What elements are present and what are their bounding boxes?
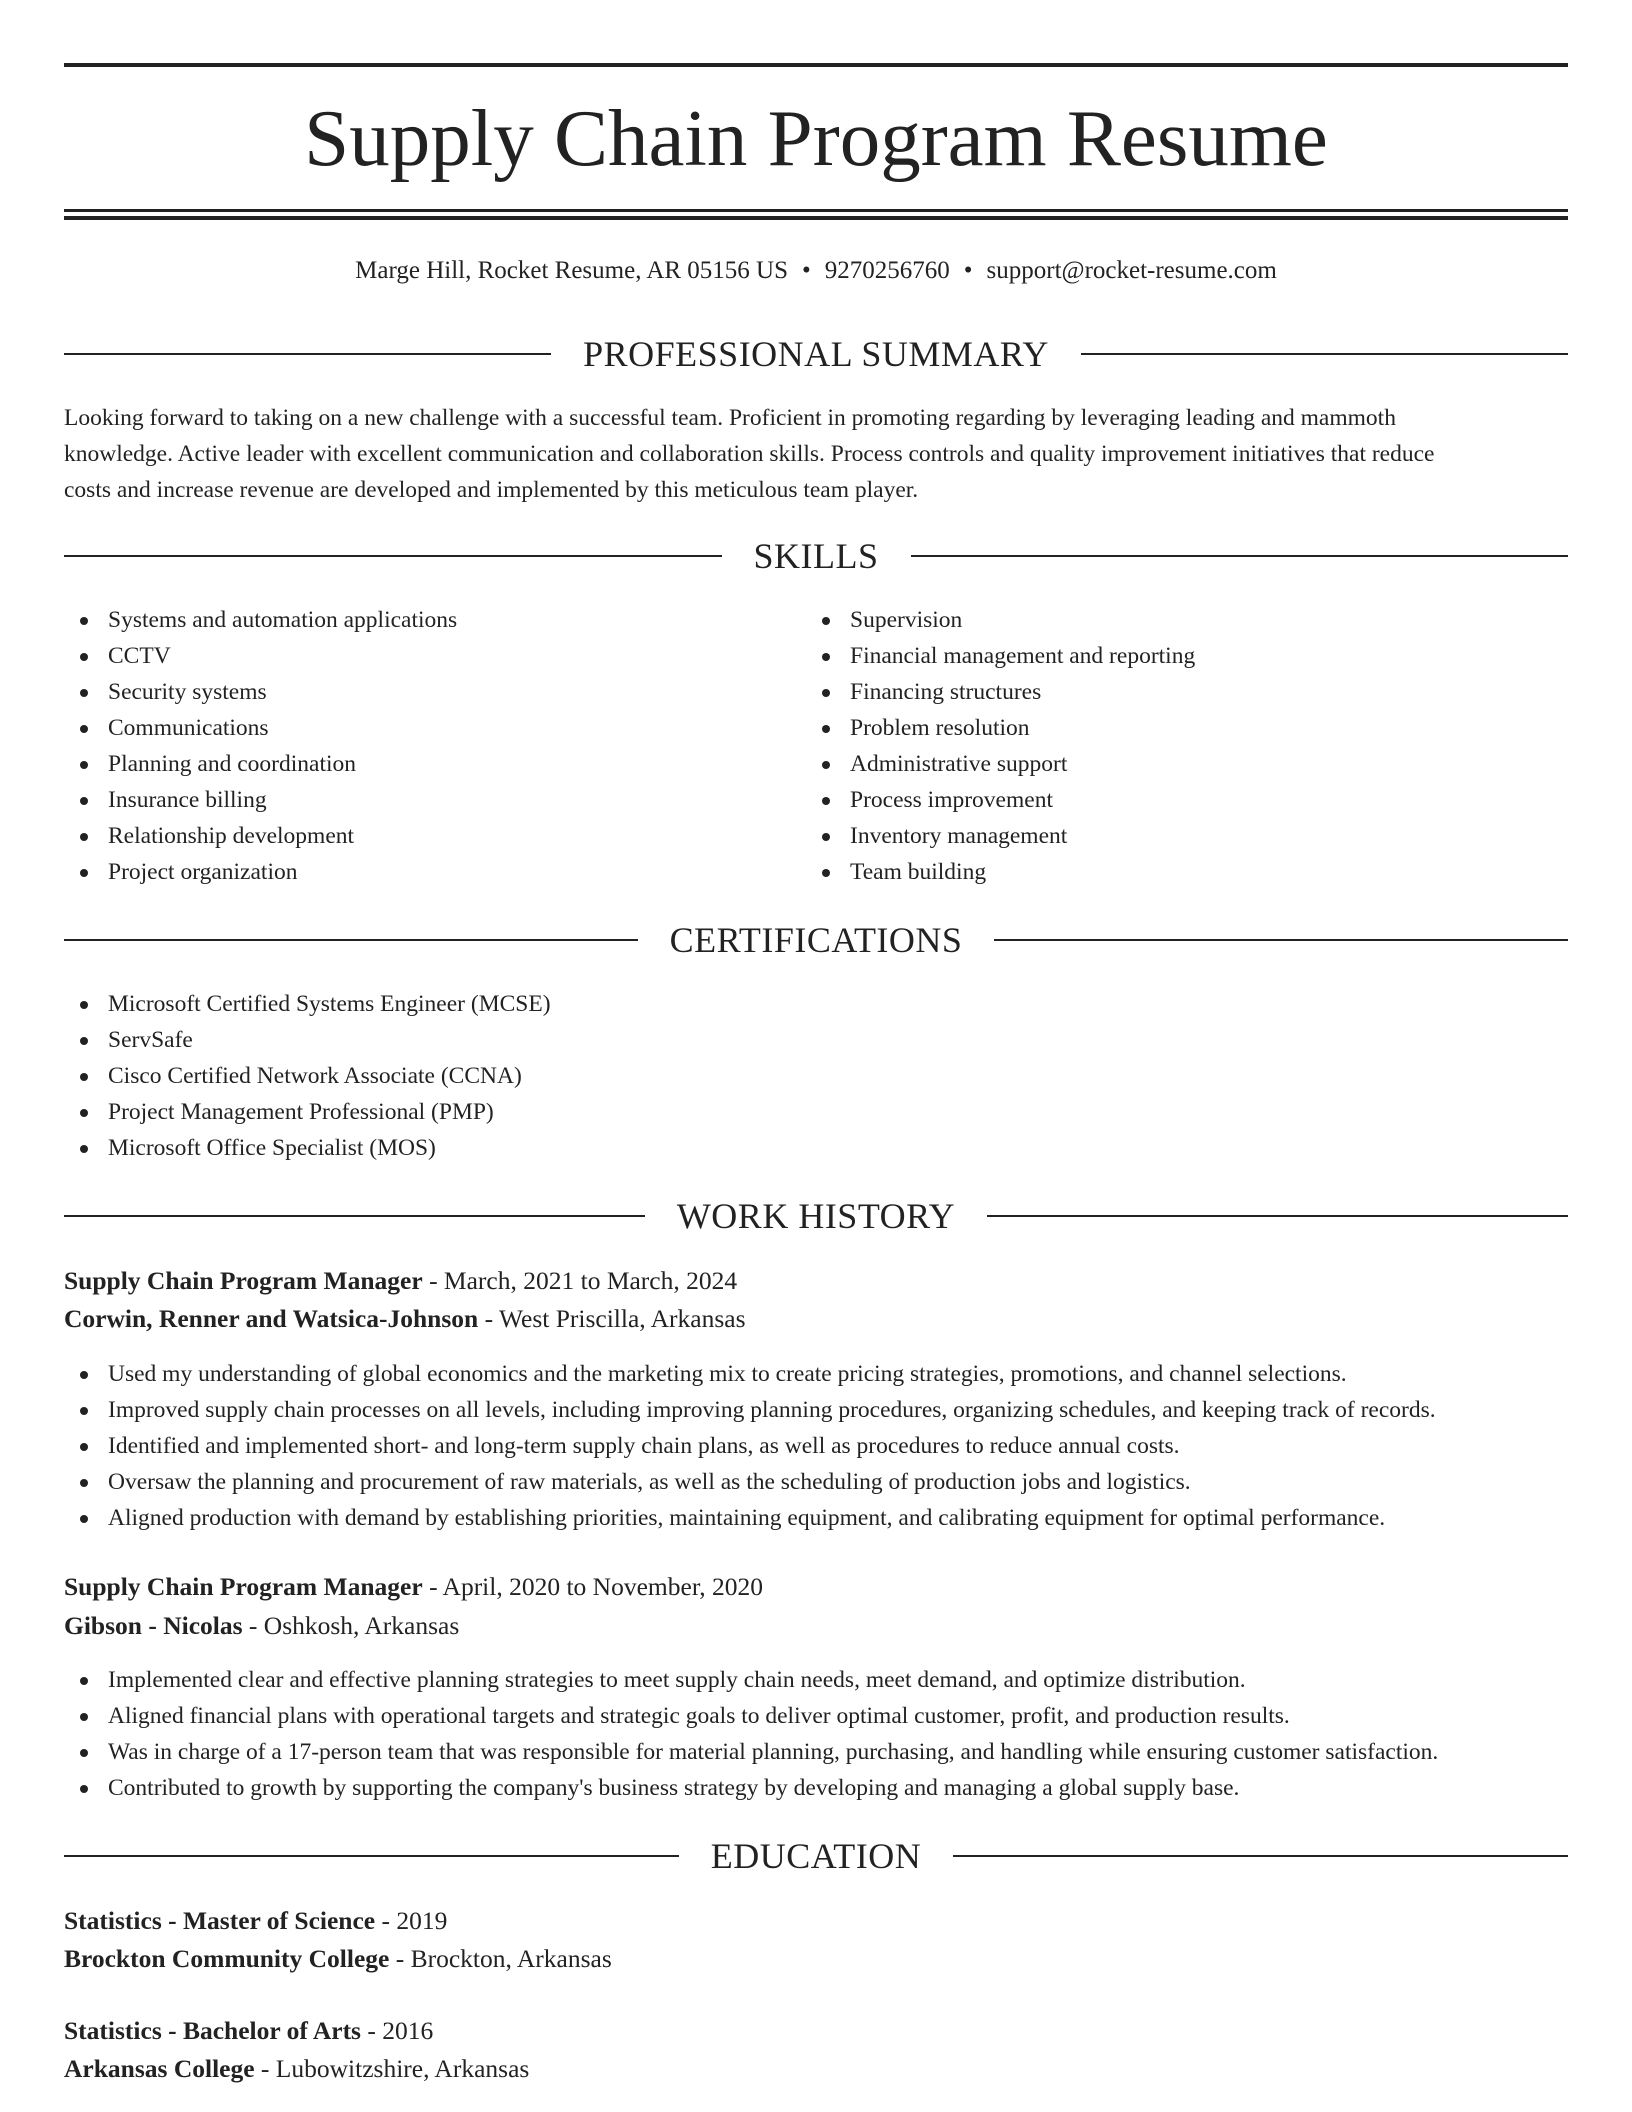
education-location: - Lubowitzshire, Arkansas [254,2054,530,2083]
certification-item: Microsoft Certified Systems Engineer (MCSE) [64,986,551,1022]
job-bullet: Implemented clear and effective planning strategies to meet supply chain needs, meet demand, and optimize distribution. [64,1662,1438,1698]
skill-item: Process improvement [806,782,1195,818]
education-year: - 2019 [375,1906,448,1935]
education-degree: Statistics - Bachelor of Arts [64,2016,361,2045]
certification-item: ServSafe [64,1022,551,1058]
summary-line: knowledge. Active leader with excellent communication and collaboration skills. Process controls and quality improvement initiatives that reduce [64,441,1435,467]
job-bullet: Aligned production with demand by establishing priorities, maintaining equipment, and calibrating equipment for optimal performance. [64,1500,1436,1536]
divider-line [987,1215,1568,1217]
divider-line [64,1855,679,1857]
job-dates: - March, 2021 to March, 2024 [422,1266,738,1295]
certification-item: Microsoft Office Specialist (MOS) [64,1130,551,1166]
section-header-certifications [64,918,1568,962]
skill-item: Insurance billing [64,782,457,818]
contact-line [64,254,1568,288]
job-bullet: Contributed to growth by supporting the company's business strategy by developing and managing a global supply base. [64,1770,1438,1806]
education-year: - 2016 [361,2016,434,2045]
divider-line [953,1855,1568,1857]
job-bullets [64,1356,1436,1536]
education-degree-line [64,2012,1568,2050]
header-double-rule-upper [64,209,1568,212]
job-bullet: Oversaw the planning and procurement of raw materials, as well as the scheduling of production jobs and logistics. [64,1464,1436,1500]
skill-item: Inventory management [806,818,1195,854]
certification-item: Cisco Certified Network Associate (CCNA) [64,1058,551,1094]
job-bullet: Used my understanding of global economics and the marketing mix to create pricing strategies, promotions, and channel selections. [64,1356,1436,1392]
skill-item: CCTV [64,638,457,674]
job-bullets [64,1662,1438,1806]
header-top-rule [64,63,1568,67]
summary-line: costs and increase revenue are developed and implemented by this meticulous team player. [64,477,919,503]
skill-item: Team building [806,854,1195,890]
section-header-skills [64,534,1568,578]
job-location: - Oshkosh, Arkansas [242,1611,460,1640]
job-dates: - April, 2020 to November, 2020 [422,1572,764,1601]
job-bullet: Was in charge of a 17-person team that was responsible for material planning, purchasing, and handling while ensuring customer satisfaction. [64,1734,1438,1770]
job-title: Supply Chain Program Manager [64,1572,423,1601]
certifications-list [64,986,551,1166]
job-company: Corwin, Renner and Watsica-Johnson [64,1304,479,1333]
divider-line [64,353,551,355]
summary-paragraph [64,400,1568,508]
certification-item: Project Management Professional (PMP) [64,1094,551,1130]
education-school: Arkansas College [64,2054,255,2083]
contact-separator: • [963,257,973,284]
job-bullet: Aligned financial plans with operational targets and strategic goals to deliver optimal customer, profit, and production results. [64,1698,1438,1734]
contact-phone: 9270256760 [824,257,950,284]
divider-line [911,555,1569,557]
skill-item: Security systems [64,674,457,710]
section-title-certifications: CERTIFICATIONS [669,920,963,960]
section-title-summary: PROFESSIONAL SUMMARY [583,334,1049,374]
job-bullet: Identified and implemented short- and long-term supply chain plans, as well as procedures to reduce annual costs. [64,1428,1436,1464]
divider-line [64,1215,645,1217]
education-school: Brockton Community College [64,1944,390,1973]
skill-item: Communications [64,710,457,746]
section-title-work-history: WORK HISTORY [676,1196,956,1236]
skill-item: Project organization [64,854,457,890]
job-company-line [64,1607,1568,1645]
contact-separator: • [802,257,811,284]
job-company-line [64,1300,1568,1338]
education-location: - Brockton, Arkansas [389,1944,612,1973]
job-title-line [64,1568,1568,1606]
divider-line [1081,353,1568,355]
education-degree-line [64,1902,1568,1940]
section-header-education [64,1834,1568,1878]
contact-address: Marge Hill, Rocket Resume, AR 05156 US [355,257,789,284]
skill-item: Problem resolution [806,710,1195,746]
skill-item: Planning and coordination [64,746,457,782]
section-header-summary [64,332,1568,376]
section-title-education: EDUCATION [710,1836,922,1876]
divider-line [64,555,722,557]
resume-title: Supply Chain Program Resume [304,93,1328,183]
skills-list-right [806,602,1195,890]
skill-item: Administrative support [806,746,1195,782]
skill-item: Financial management and reporting [806,638,1195,674]
job-bullet: Improved supply chain processes on all levels, including improving planning procedures, organizing schedules, and keeping track of records. [64,1392,1436,1428]
job-title-line [64,1262,1568,1300]
section-title-skills: SKILLS [753,536,879,576]
education-school-line [64,2050,1568,2088]
skill-item: Supervision [806,602,1195,638]
skill-item: Financing structures [806,674,1195,710]
education-school-line [64,1940,1568,1978]
summary-line: Looking forward to taking on a new challenge with a successful team. Proficient in promoting regarding by leveraging leading and mammoth [64,405,1396,431]
skills-list-left [64,602,457,890]
job-location: - West Priscilla, Arkansas [478,1304,746,1333]
skill-item: Systems and automation applications [64,602,457,638]
job-company: Gibson - Nicolas [64,1611,243,1640]
header-double-rule-lower [64,216,1568,220]
divider-line [994,939,1568,941]
section-header-work-history [64,1194,1568,1238]
education-degree: Statistics - Master of Science [64,1906,376,1935]
divider-line [64,939,638,941]
job-title: Supply Chain Program Manager [64,1266,423,1295]
contact-email: support@rocket-resume.com [986,257,1277,284]
skill-item: Relationship development [64,818,457,854]
